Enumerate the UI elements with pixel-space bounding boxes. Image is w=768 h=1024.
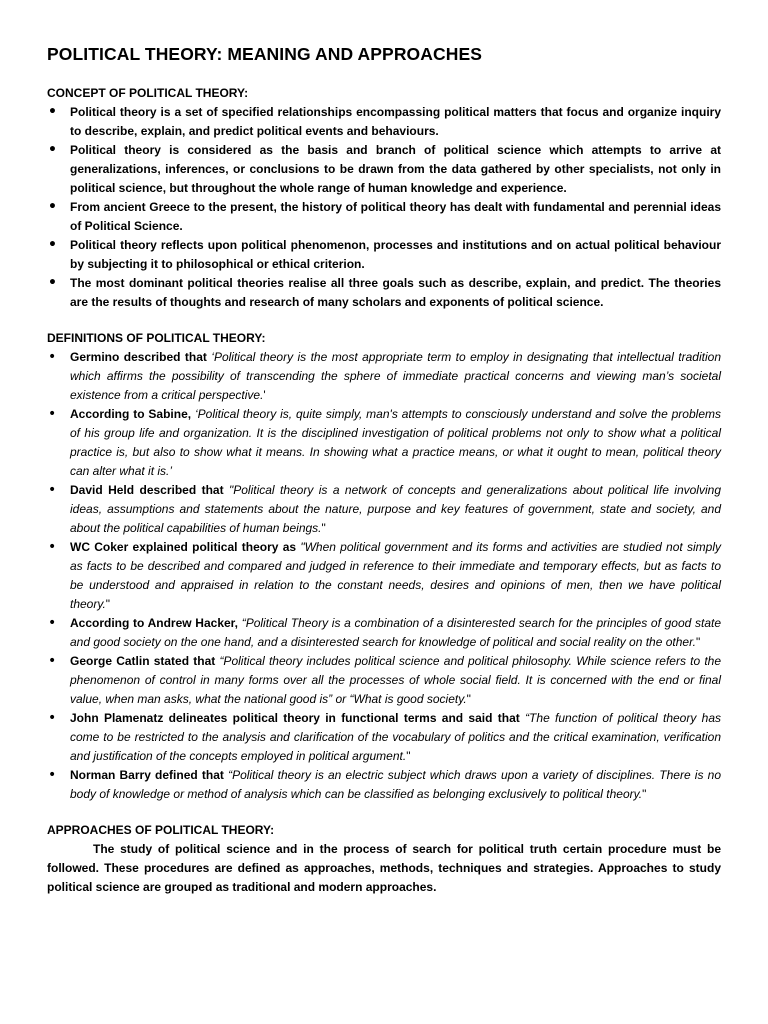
definition-author: According to Andrew Hacker, (70, 616, 239, 630)
definition-close: " (321, 521, 326, 535)
concept-item: • Political theory reflects upon political phenomenon, processes and institutions and on actual political behaviour by subjecting it to philosophical or ethical criterion. (47, 236, 721, 274)
definition-item (47, 709, 721, 766)
concept-item: • From ancient Greece to the present, the history of political theory has dealt with fundamental and perennial ideas of Political Science. (47, 198, 721, 236)
definition-close: " (642, 787, 647, 801)
definition-item (47, 766, 721, 804)
definition-author: George Catlin stated that (70, 654, 216, 668)
definition-close: " (105, 597, 111, 611)
definitions-list (47, 348, 721, 804)
definition-item (47, 405, 721, 481)
definitions-heading: DEFINITIONS OF POLITICAL THEORY: (47, 331, 266, 345)
definition-quote: ‘Political theory is the most appropriate term to employ in designating that intellectual tradition which affirms the possibility of transcending the sphere of immediate practical concerns and viewing man’s societal existence from a critical perspective. (70, 350, 721, 402)
definition-item (47, 614, 721, 652)
definition-quote: “Political theory includes political science and political philosophy. While science refers to the phenomenon of control in many forms over all the processes of whole social field. It is concerned with the end or final value, when man asks, what the national good is” or “What is good society. (70, 654, 721, 706)
definition-item (47, 538, 721, 614)
definition-close: " (406, 749, 411, 763)
definition-quote: “The function of political theory has come to be restricted to the analysis and clarification of the vocabulary of politics and the critical examination, verification and justification of the concepts employed in political argument. (70, 711, 721, 763)
definition-author: WC Coker explained political theory as (70, 540, 297, 554)
definition-quote: “Political Theory is a combination of a disinterested search for the principles of good state and good society on the one hand, and a disinterested search for knowledge of political and social reality on the other. (70, 616, 721, 649)
definition-close: ' (263, 388, 266, 402)
approaches-paragraph: The study of political science and in the process of search for political truth certain procedure must be followed. These procedures are defined as approaches, methods, techniques and strategies. Approaches to study political science are grouped as traditional and modern approaches. (47, 842, 721, 894)
concept-heading: CONCEPT OF POLITICAL THEORY: (47, 86, 249, 100)
definition-author: Norman Barry defined that (70, 768, 224, 782)
definition-item (47, 481, 721, 538)
definition-item (47, 348, 721, 405)
definition-item (47, 652, 721, 709)
definition-author: John Plamenatz delineates political theory in functional terms and said that (70, 711, 520, 725)
definition-author: Germino described that (70, 350, 207, 364)
page-title: POLITICAL THEORY: MEANING AND APPROACHES (47, 44, 483, 64)
definition-close: " (466, 692, 471, 706)
concept-item: • Political theory is a set of specified relationships encompassing political matters that focus and organize inquiry to describe, explain, and predict political events and behaviours. (47, 103, 721, 141)
definition-quote: “Political theory is an electric subject which draws upon a variety of disciplines. There is no body of knowledge or method of analysis which can be classified as belonging exclusively to political theory. (70, 768, 722, 801)
definition-quote: "Political theory is a network of concepts and generalizations about political life involving ideas, assumptions and statements about the nature, purpose and key features of government, state and society, and about the political capabilities of human beings. (70, 483, 721, 535)
approaches-heading: APPROACHES OF POLITICAL THEORY: (47, 823, 275, 837)
definition-quote: "When political government and its forms and activities are studied not simply as facts to be described and compared and judged in reference to their immediate and temporary effects, but as facts to be understood and appraised in relation to the constant needs, desires and opinions of men, then we have political theory. (70, 540, 721, 611)
definition-close: " (695, 635, 701, 649)
definition-author: David Held described that (70, 483, 224, 497)
definition-quote: ‘Political theory is, quite simply, man's attempts to consciously understand and solve the problems of his group life and organization. It is the disciplined investigation of political problems not only to show what a political practice is, but also to show what it means. In showing what a practice means, or what it ought to mean, political theory can alter what it is.’ (70, 407, 721, 478)
concept-item: • Political theory is considered as the basis and branch of political science which attempts to arrive at generalizations, inferences, or conclusions to be drawn from the data gathered by other specialists, not only in political science, but throughout the whole range of human knowledge and experience. (47, 141, 721, 198)
definition-author: According to Sabine, (70, 407, 192, 421)
concept-item: • The most dominant political theories realise all three goals such as describe, explain, and predict. The theories are the results of thoughts and research of many scholars and exponents of political science. (47, 274, 721, 312)
concept-list (47, 103, 721, 312)
